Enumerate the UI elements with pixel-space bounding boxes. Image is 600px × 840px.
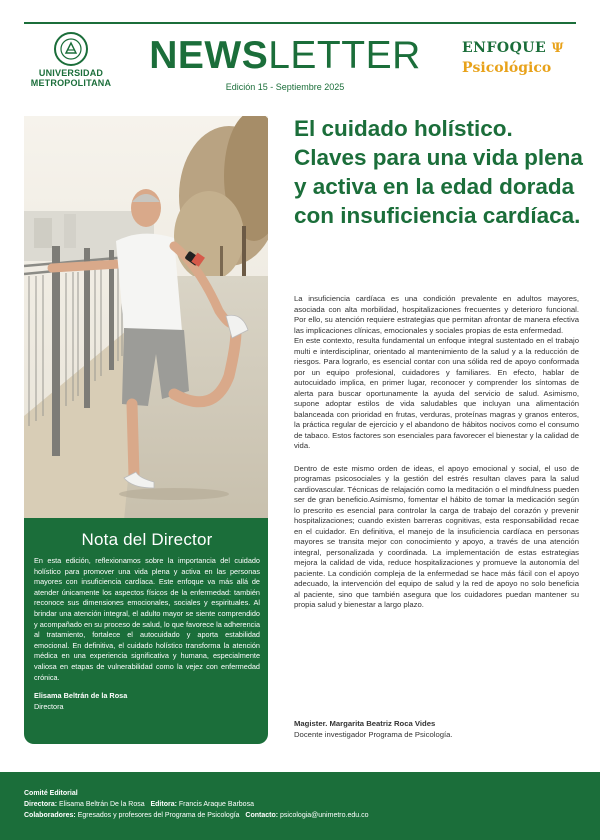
title-light: LETTER — [268, 34, 421, 77]
footer-editor-value: Francis Araque Barbosa — [178, 801, 254, 808]
author-name: Magister. Margarita Beatriz Roca Vides — [294, 719, 436, 728]
director-role: Directora — [34, 702, 64, 712]
article-body — [294, 294, 579, 611]
top-divider — [24, 22, 576, 24]
brand-line1: ENFOQUE — [462, 40, 547, 56]
author-role: Docente investigador Programa de Psicología. — [294, 730, 453, 739]
footer-line-contributors — [24, 810, 576, 821]
footer-line-directors — [24, 799, 576, 810]
footer-contact-label: Contacto: — [245, 812, 279, 819]
article-author — [294, 718, 579, 740]
title-bold: NEWS — [149, 34, 269, 77]
footer-director-value: Elisama Beltrán De la Rosa — [59, 801, 145, 808]
footer-editor-label: Editora: — [150, 801, 177, 808]
university-name-line2: METROPOLITANA — [30, 78, 112, 88]
university-seal-icon — [54, 32, 88, 66]
article-paragraph: La insuficiencia cardíaca es una condición prevalente en adultos mayores, asociada con alta morbilidad, hospitalizaciones frecuentes y deterioro funcional. Por ello, su atención requiere estrategias que permitan afrontar de manera efectiva las implicaciones clínicas, emocionales y sociales propias de esta enfermedad. — [294, 294, 579, 335]
footer-contributors-label: Colaboradores: — [24, 812, 76, 819]
man-stretching-photo — [24, 116, 268, 520]
footer-contributors-value: Egresados y profesores del Programa de Psicología — [77, 812, 240, 819]
director-note-body: En esta edición, reflexionamos sobre la importancia del cuidado holístico para promover una vida plena y activa en las personas mayores con insuficiencia cardíaca. Este enfoque va más allá de atender únicamente los aspectos físicos de la enfermedad: también reconoce sus dimensiones emocionales, sociales y espirituales. Al brindar una atención integral, el adulto mayor se siente comprendido y acompañado en su proceso de salud, lo que favorece la adherencia al tratamiento, fortalece el autocuidado y aporta estabilidad emocional. En definitiva, el cuidado holístico transforma la atención médica en una experiencia significativa y humana, especialmente valiosa en etapas de vulnerabilidad como la vejez con enfermedad crónica. — [34, 556, 260, 682]
university-name-line1: UNIVERSIDAD — [38, 68, 104, 78]
director-note-heading: Nota del Director — [81, 530, 213, 549]
article-headline: El cuidado holístico. Claves para una vida plena y activa en la edad dorada con insuficiencia cardíaca. — [294, 116, 583, 228]
editorial-footer — [0, 772, 600, 840]
footer-director-label: Directora: — [24, 801, 58, 808]
newsletter-title — [135, 34, 435, 78]
article-paragraph: Dentro de este mismo orden de ideas, el apoyo emocional y social, el uso de programas psicosociales y la gestión del estrés resultan claves para la salud cardiovascular. Técnicas de relajación como la meditación o el mindfulness pueden ser de gran beneficio.Asimismo, fomentar el hábito de tomar la medicación según lo prescrito es esencial para controlar la carga de trabajo del corazón y prevenir hospitalizaciones; cuando existen barreras cognitivas, esta responsabilidad recae en el cuidador. En definitiva, el manejo de la insuficiencia cardíaca en personas mayores se transita mejor con conocimiento y apoyo, a través de una atención integral, personalizada y coordinada. La implementación de estas estrategias mejora la calidad de vida, reduce hospitalizaciones y promueve la autonomía del paciente. La condición compleja de la enfermedad se hace más fácil con el apoyo adecuado, la intervención del equipo de salud y la red de apoyo no solo beneficia al paciente, sino que también asegura que los cuidadores puedan mantener su propia salud y bienestar a largo plazo. — [294, 463, 579, 609]
brand-line2: Psicológico — [462, 60, 552, 76]
director-note-panel — [24, 518, 268, 744]
edition-label: Edición 15 - Septiembre 2025 — [225, 82, 345, 92]
university-logo — [22, 32, 120, 88]
article-paragraph: En este contexto, resulta fundamental un enfoque integral sustentado en el trabajo multi e interdisciplinar, orientado al mantenimiento de la salud y a la reducción de riesgos. Para lograrlo, es esencial contar con una sólida red de apoyo conformada por un equipo profesional, cuidadores y familiares. En efecto, hablar de autocuidado implica, en primer lugar, reconocer y comprender los síntomas de alerta para buscar oportunamente la ayuda del servicio de salud. Asimismo, supone adoptar estilos de vida saludables que incluyan una alimentación balanceada con prioridad en frutas, verduras, proteínas magras y granos enteros, la práctica regular de ejercicio y el abandono de hábitos nocivos como el consumo de tabaco. Estos factores son esenciales para favorecer el bienestar y la calidad de vida. — [294, 336, 579, 450]
enfoque-brand — [462, 40, 582, 77]
footer-contact-email[interactable]: psicologia@unimetro.edu.co — [280, 812, 369, 819]
director-signature: Elisama Beltrán de la Rosa — [34, 691, 128, 701]
psi-icon: Ψ — [551, 41, 564, 56]
footer-committee: Comité Editorial — [24, 790, 78, 797]
masthead — [135, 34, 435, 92]
